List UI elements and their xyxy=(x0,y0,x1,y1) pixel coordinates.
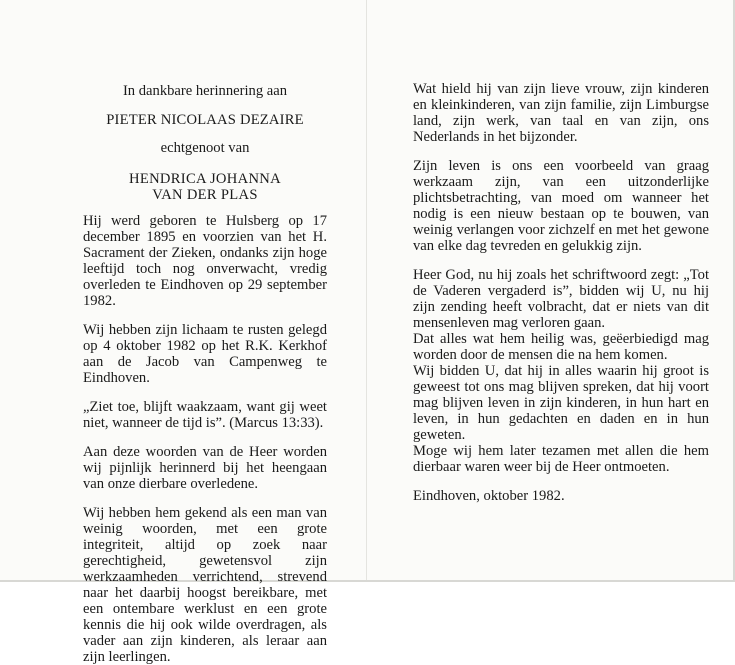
honor-paragraph: Dat alles wat hem heilig was, geëerbiedigd mag worden door de mensen die na hem komen. xyxy=(413,331,709,363)
fold-line xyxy=(366,0,367,582)
left-column xyxy=(83,83,327,665)
intro-line: In dankbare herinnering aan xyxy=(122,83,288,99)
example-paragraph: Zijn leven is ons een voorbeeld van graag werkzaam zijn, van een uitzonderlijke plichtsbetrachting, van moed om wanneer het nodig is een nieuw bestaan op te bouwen, van weinig verlangen voor zichzelf en met het gewone van elke dag tevreden en gelukkig zijn. xyxy=(413,158,709,254)
spouse-name-line1: HENDRICA JOHANNA xyxy=(129,171,281,187)
character-paragraph: Wij hebben hem gekend als een man van weinig woorden, met een grote integriteit, altijd op zoek naar gerechtigheid, gewetensvol zijn werkzaamheden verrichtend, strevend naar het daarbij hoogst bereikbare, met een ontembare werklust en een grote kennis die hij ook wilde overdragen, als vader aan zijn kinderen, als leraar aan zijn leerlingen. xyxy=(83,505,327,665)
birth-death-paragraph: Hij werd geboren te Hulsberg op 17 december 1895 en voorzien van het H. Sacrament der Zieken, ondanks zijn hoge leeftijd toch nog onverwacht, vredig overleden te Eindhoven op 29 september 1982. xyxy=(83,213,327,309)
legacy-paragraph: Wij bidden U, dat hij in alles waarin hij groot is geweest tot ons mag blijven spreken, dat hij voort mag blijven leven in zijn kinderen, in hun hart en leven, in hun gedachten en daden en in hun geweten. xyxy=(413,363,709,443)
remembrance-paragraph: Aan deze woorden van de Heer worden wij pijnlijk herinnerd bij het heengaan van onze dierbare overledene. xyxy=(83,444,327,492)
love-paragraph: Wat hield hij van zijn lieve vrouw, zijn kinderen en kleinkinderen, van zijn familie, zijn Limburgse land, zijn werk, van taal en van zijn, ons Nederlands in het bijzonder. xyxy=(413,81,709,145)
place-date-line: Eindhoven, oktober 1982. xyxy=(413,488,565,504)
reunion-paragraph: Moge wij hem later tezamen met allen die hem dierbaar waren weer bij de Heer ontmoeten. xyxy=(413,443,709,475)
spouse-name-line2: VAN DER PLAS xyxy=(152,187,258,203)
relation-line: echtgenoot van xyxy=(160,140,250,156)
deceased-name: PIETER NICOLAAS DEZAIRE xyxy=(106,112,304,128)
right-column xyxy=(413,81,709,504)
burial-paragraph: Wij hebben zijn lichaam te rusten gelegd op 4 oktober 1982 op het R.K. Kerkhof aan de Jacob van Campenweg te Eindhoven. xyxy=(83,322,327,386)
scripture-quote: „Ziet toe, blijft waakzaam, want gij weet niet, wanneer de tijd is”. (Marcus 13:33). xyxy=(83,399,327,431)
prayer-paragraph: Heer God, nu hij zoals het schriftwoord zegt: „Tot de Vaderen vergaderd is”, bidden wij U, nu hij zijn zending heeft volbracht, dat er niets van dit mensenleven mag verloren gaan. xyxy=(413,267,709,331)
